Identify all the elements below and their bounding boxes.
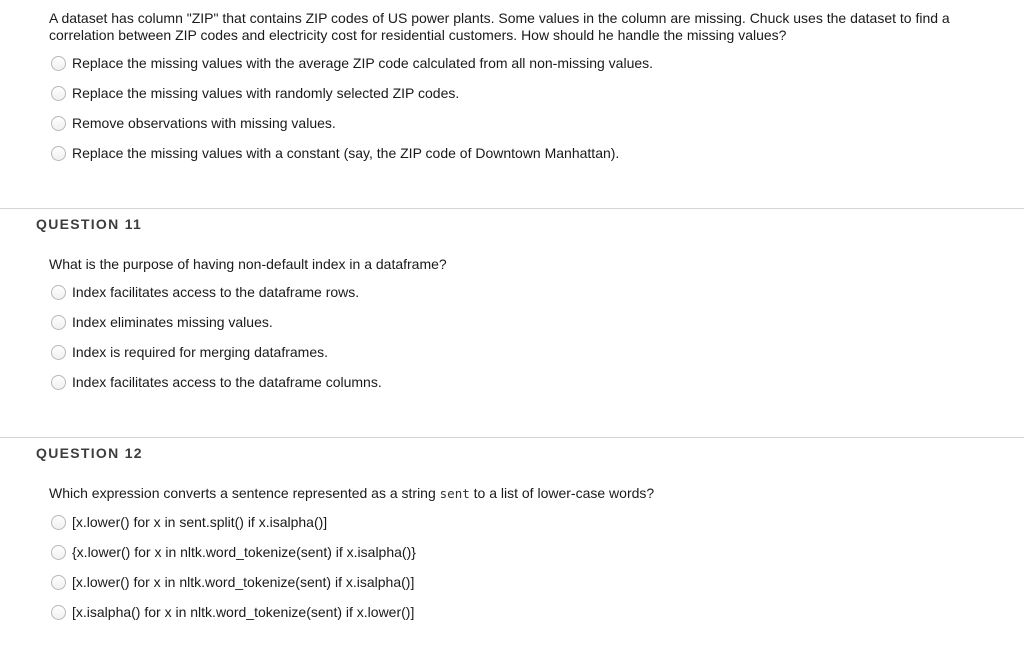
- question-10-option-3[interactable]: [51, 113, 336, 133]
- question-11-option-4[interactable]: [51, 372, 382, 392]
- option-label: Replace the missing values with randomly selected ZIP codes.: [72, 84, 460, 101]
- question-12-text: [49, 485, 1009, 502]
- question-12-option-3[interactable]: [51, 572, 414, 592]
- question-11-option-3[interactable]: [51, 342, 328, 362]
- question-12-option-1[interactable]: [51, 512, 327, 532]
- option-label: Index facilitates access to the dataframe rows.: [72, 283, 360, 300]
- radio-button[interactable]: [51, 575, 66, 590]
- question-11-option-1[interactable]: [51, 282, 359, 302]
- question-11-option-2[interactable]: [51, 312, 273, 332]
- section-divider: [0, 437, 1024, 438]
- radio-button[interactable]: [51, 545, 66, 560]
- question-12-heading: QUESTION 12: [36, 445, 143, 461]
- question-12-option-4[interactable]: [51, 602, 414, 622]
- question-12-text-start: Which expression converts a sentence represented as a string: [49, 485, 440, 501]
- question-11-heading: QUESTION 11: [36, 216, 143, 232]
- radio-button[interactable]: [51, 375, 66, 390]
- option-label: Index is required for merging dataframes.: [72, 343, 329, 360]
- radio-button[interactable]: [51, 56, 66, 71]
- option-label: Index eliminates missing values.: [72, 313, 273, 330]
- question-10-option-4[interactable]: [51, 143, 619, 163]
- section-divider: [0, 208, 1024, 209]
- option-label: Replace the missing values with a constant (say, the ZIP code of Downtown Manhattan).: [72, 144, 620, 161]
- option-label: Replace the missing values with the average ZIP code calculated from all non-missing values.: [72, 54, 654, 71]
- question-10-text: A dataset has column "ZIP" that contains ZIP codes of US power plants. Some values in the column are missing. Chuck uses the dataset to find a correlation between ZIP codes and electricity cost for residential customers. How should he handle the missing values?: [49, 10, 950, 43]
- option-label: [x.lower() for x in nltk.word_tokenize(sent) if x.isalpha()]: [72, 573, 415, 590]
- radio-button[interactable]: [51, 146, 66, 161]
- option-label: {x.lower() for x in nltk.word_tokenize(sent) if x.isalpha()}: [72, 543, 416, 560]
- question-12-option-2[interactable]: [51, 542, 416, 562]
- radio-button[interactable]: [51, 285, 66, 300]
- code-inline: sent: [439, 486, 470, 501]
- radio-button[interactable]: [51, 515, 66, 530]
- radio-button[interactable]: [51, 345, 66, 360]
- radio-button[interactable]: [51, 116, 66, 131]
- option-label: Remove observations with missing values.: [72, 114, 336, 131]
- radio-button[interactable]: [51, 315, 66, 330]
- radio-button[interactable]: [51, 86, 66, 101]
- radio-button[interactable]: [51, 605, 66, 620]
- question-10-option-1[interactable]: [51, 53, 653, 73]
- question-10-option-2[interactable]: [51, 83, 459, 103]
- option-label: [x.lower() for x in sent.split() if x.isalpha()]: [72, 513, 328, 530]
- option-label: [x.isalpha() for x in nltk.word_tokenize(sent) if x.lower()]: [72, 603, 415, 620]
- question-12-text-end: to a list of lower-case words?: [469, 485, 655, 501]
- option-label: Index facilitates access to the dataframe columns.: [72, 373, 382, 390]
- question-11-text: What is the purpose of having non-default index in a dataframe?: [49, 256, 447, 272]
